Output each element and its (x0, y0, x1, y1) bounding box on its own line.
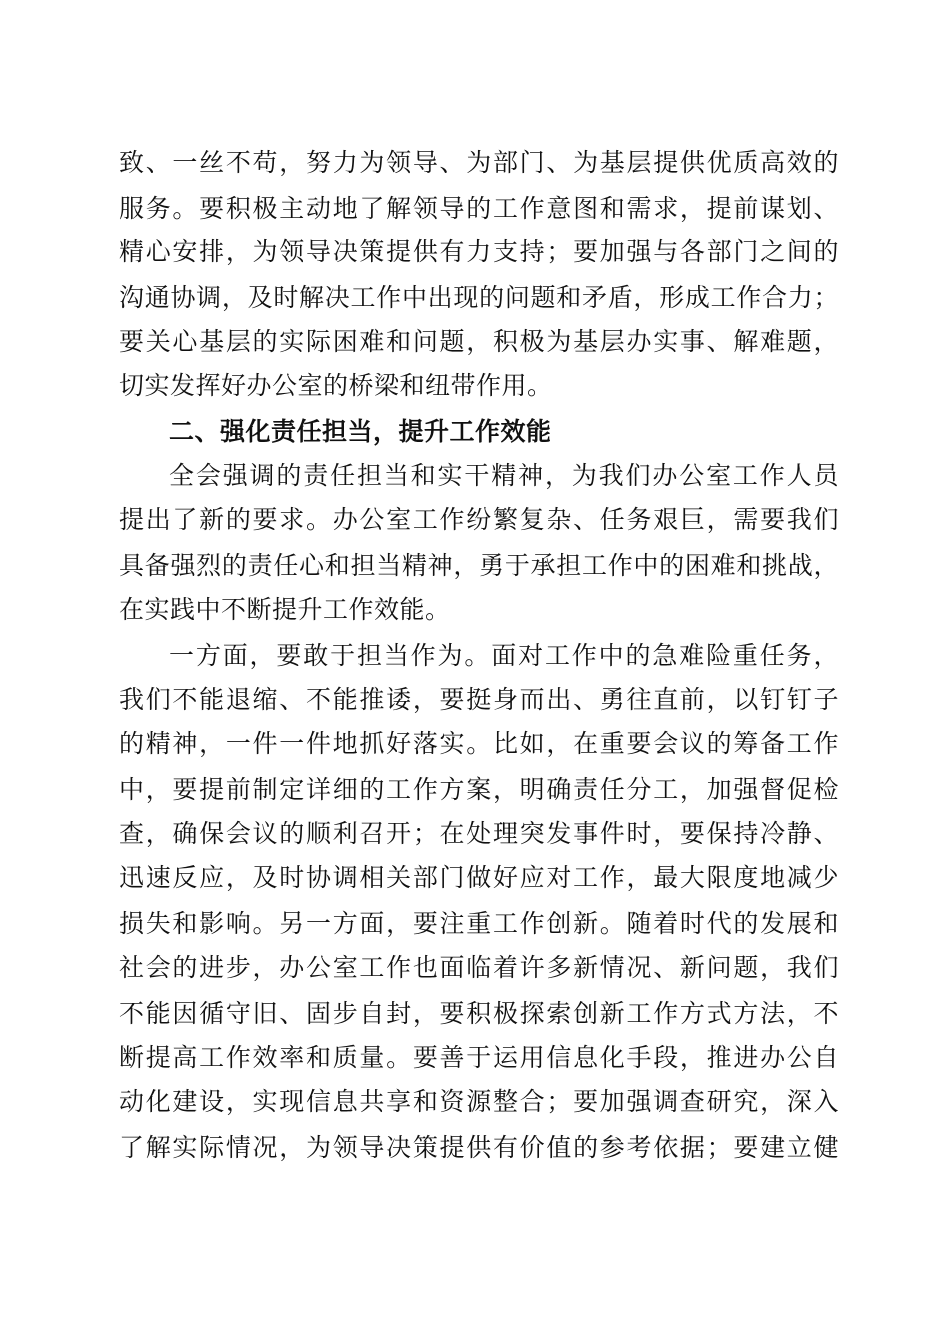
text-line: 迅速反应，及时协调相关部门做好应对工作，最大限度地减少 (119, 863, 839, 892)
text-line: 我们不能退缩、不能推诿，要挺身而出、勇往直前，以钉钉子 (119, 685, 839, 714)
text-line: 沟通协调，及时解决工作中出现的问题和矛盾，形成工作合力； (119, 283, 839, 312)
text-line: 社会的进步，办公室工作也面临着许多新情况、新问题，我们 (119, 953, 839, 982)
text-line: 要关心基层的实际困难和问题，积极为基层办实事、解难题， (119, 327, 839, 356)
text-line: 一方面，要敢于担当作为。面对工作中的急难险重任务， (169, 641, 839, 670)
text-line: 动化建设，实现信息共享和资源整合；要加强调查研究，深入 (119, 1087, 839, 1116)
text-line: 在实践中不断提升工作效能。 (119, 595, 451, 624)
text-line: 服务。要积极主动地了解领导的工作意图和需求，提前谋划、 (119, 194, 839, 223)
text-line: 具备强烈的责任心和担当精神，勇于承担工作中的困难和挑战， (119, 551, 839, 580)
text-line: 断提高工作效率和质量。要善于运用信息化手段，推进办公自 (119, 1043, 839, 1072)
text-line: 了解实际情况，为领导决策提供有价值的参考依据；要建立健 (119, 1133, 839, 1162)
text-line: 损失和影响。另一方面，要注重工作创新。随着时代的发展和 (119, 909, 839, 938)
text-line: 不能因循守旧、固步自封，要积极探索创新工作方式方法，不 (119, 999, 839, 1028)
text-line: 致、一丝不苟，努力为领导、为部门、为基层提供优质高效的 (119, 148, 839, 177)
text-line: 查，确保会议的顺利召开；在处理突发事件时，要保持冷静、 (119, 819, 839, 848)
text-line: 切实发挥好办公室的桥梁和纽带作用。 (119, 371, 553, 400)
text-line: 精心安排，为领导决策提供有力支持；要加强与各部门之间的 (119, 237, 839, 266)
section-heading: 二、强化责任担当，提升工作效能 (169, 417, 552, 446)
text-line: 中，要提前制定详细的工作方案，明确责任分工，加强督促检 (119, 775, 839, 804)
text-line: 的精神，一件一件地抓好落实。比如，在重要会议的筹备工作 (119, 729, 839, 758)
text-line: 提出了新的要求。办公室工作纷繁复杂、任务艰巨，需要我们 (119, 505, 839, 534)
text-line: 全会强调的责任担当和实干精神，为我们办公室工作人员 (169, 461, 839, 490)
